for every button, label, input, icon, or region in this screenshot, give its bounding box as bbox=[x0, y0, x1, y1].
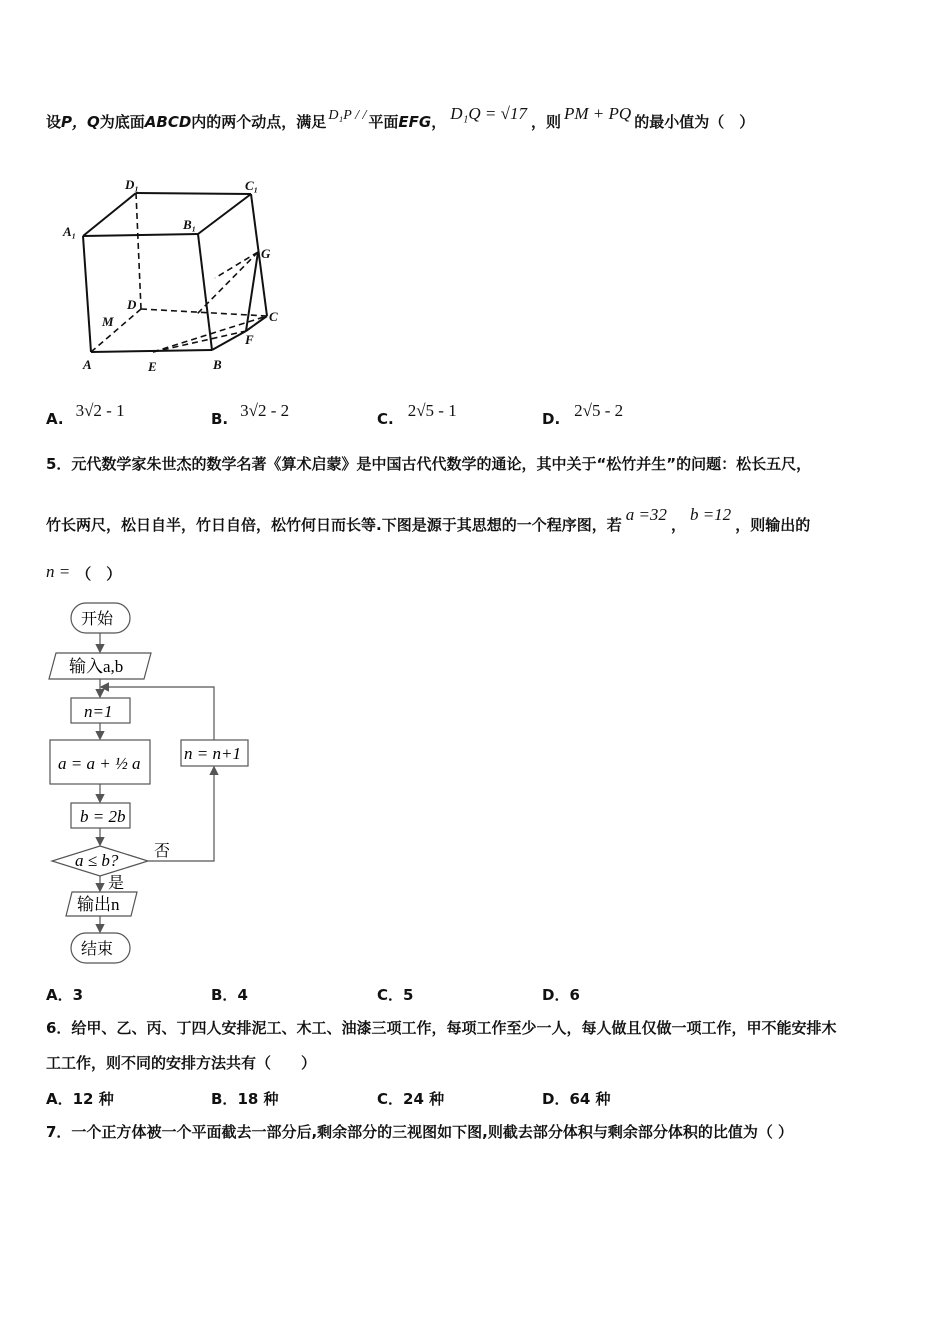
q4-option-d[interactable]: D. 2√5 - 2 bbox=[542, 401, 624, 428]
q6-option-a[interactable]: A．12 种 bbox=[46, 1090, 114, 1108]
q7-stem-line1: 7．一个正方体被一个平面截去一部分后,剩余部分的三视图如下图,则截去部分体积与剩余部分体积的比值为（ ） bbox=[46, 1123, 794, 1141]
q5-option-c[interactable]: C．5 bbox=[377, 986, 414, 1004]
label-c1: C₁ bbox=[245, 178, 259, 193]
q6-option-b[interactable]: B．18 种 bbox=[211, 1090, 279, 1108]
label-c: C bbox=[269, 309, 278, 324]
label-a1: A₁ bbox=[63, 224, 77, 239]
label-b1: B₁ bbox=[183, 217, 197, 232]
flow-increment: n = n+1 bbox=[184, 744, 241, 763]
flow-condition: a ≤ b? bbox=[75, 851, 119, 870]
label-g: G bbox=[261, 246, 271, 261]
q4-option-b[interactable]: B. 3√2 - 2 bbox=[211, 401, 290, 428]
q5-option-b[interactable]: B．4 bbox=[211, 986, 248, 1004]
q5-stem-line1: 5．元代数学家朱世杰的数学名著《算术启蒙》是中国古代代数学的通论，其中关于“松竹并生”的问题：松长五尺， bbox=[46, 455, 812, 473]
label-d1: D₁ bbox=[125, 177, 139, 192]
label-b: B bbox=[213, 357, 222, 372]
flow-output: 输出n bbox=[77, 895, 120, 914]
math-d1q-sqrt17: D₁Q = √17 bbox=[450, 104, 527, 123]
flow-end: 结束 bbox=[81, 939, 114, 958]
q6-stem-line2: 工工作，则不同的安排方法共有（ ） bbox=[46, 1054, 317, 1072]
q6-option-d[interactable]: D．64 种 bbox=[542, 1090, 611, 1108]
label-d: D bbox=[127, 297, 137, 312]
flow-start: 开始 bbox=[81, 609, 114, 628]
math-b-equals: b =12 bbox=[689, 505, 732, 524]
math-d1p-parallel: D₁P / / bbox=[328, 108, 367, 123]
flow-no-label: 否 bbox=[154, 841, 171, 860]
q5-stem-line2: 竹长两尺，松日自半，竹日自倍，松竹何日而长等.下图是源于其思想的一个程序图，若a =32，b =12，则输出的 bbox=[46, 505, 811, 534]
math-n-equals: n = bbox=[46, 562, 71, 581]
q4-option-c[interactable]: C. 2√5 - 1 bbox=[377, 401, 457, 428]
q5-flowchart bbox=[44, 598, 264, 978]
q6-option-c[interactable]: C．24 种 bbox=[377, 1090, 445, 1108]
label-e: E bbox=[148, 359, 157, 374]
flow-update-b: b = 2b bbox=[80, 807, 126, 826]
q6-stem-line1: 6．给甲、乙、丙、丁四人安排泥工、木工、油漆三项工作，每项工作至少一人，每人做且仅做一项工作，甲不能安排木 bbox=[46, 1019, 837, 1037]
q5-option-d[interactable]: D．6 bbox=[542, 986, 580, 1004]
flow-init: n=1 bbox=[84, 702, 113, 721]
math-a-equals: a =32 bbox=[625, 505, 667, 524]
flow-yes-label: 是 bbox=[108, 873, 125, 892]
label-a: A bbox=[83, 357, 92, 372]
q5-stem-line3: n = （ ） bbox=[46, 562, 122, 583]
q4-option-a[interactable]: A. 3√2 - 1 bbox=[46, 401, 125, 428]
flow-update-a: a = a + ½ a bbox=[58, 754, 141, 773]
math-pm-plus-pq: PM + PQ bbox=[564, 104, 632, 123]
flow-input: 输入a,b bbox=[69, 657, 124, 676]
q4-stem: 设P，Q为底面ABCD内的两个动点，满足 D₁P / / 平面EFG， D₁Q = √17 ，则 PM + PQ 的最小值为（ ） bbox=[46, 104, 755, 131]
q5-option-a[interactable]: A．3 bbox=[46, 986, 84, 1004]
q4-prism-figure bbox=[55, 176, 315, 376]
label-f: F bbox=[245, 332, 254, 347]
label-m: M bbox=[102, 314, 114, 329]
